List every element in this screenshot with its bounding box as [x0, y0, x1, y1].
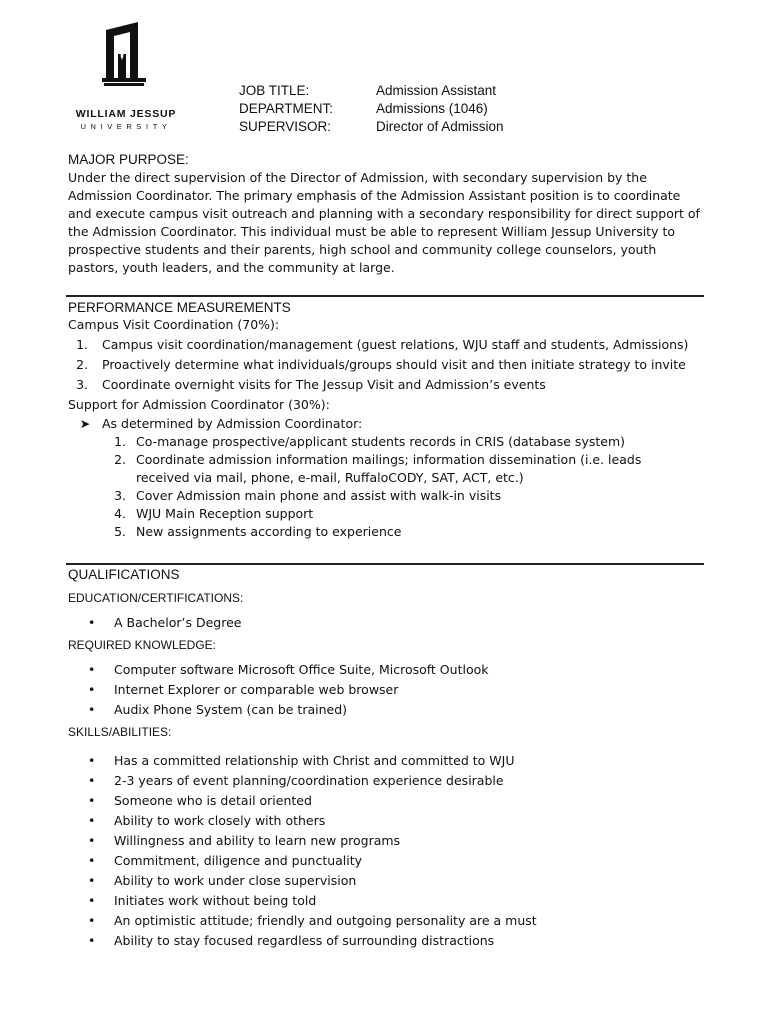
department-value: Admissions (1046)	[376, 101, 488, 116]
purpose-line: Under the direct supervision of the Director of Admission, with secondary supervision by the	[68, 170, 647, 185]
support-list	[68, 433, 704, 541]
education-heading: EDUCATION/CERTIFICATIONS:	[68, 591, 244, 605]
university-logo	[66, 20, 186, 131]
department-label: DEPARTMENT:	[239, 101, 334, 116]
support-heading: Support for Admission Coordinator (30%):	[68, 397, 330, 412]
qualifications-heading: QUALIFICATIONS	[68, 567, 180, 582]
knowledge-item: • Audix Phone System (can be trained)	[68, 700, 704, 720]
support-item: 5. New assignments according to experience	[114, 524, 402, 539]
bullet-icon: •	[88, 933, 96, 948]
arrow-bullet-icon: ➤	[79, 416, 91, 431]
skill-item: • Willingness and ability to learn new programs	[68, 831, 704, 851]
section-divider	[66, 563, 704, 565]
support-item: 2. Coordinate admission information mailings; information dissemination (i.e. leads received via mail, phone, e-mail, RuffaloCODY, SAT, ACT, etc.)	[114, 452, 642, 485]
bullet-icon: •	[88, 682, 96, 697]
major-purpose-heading: MAJOR PURPOSE:	[68, 152, 189, 167]
education-item: • A Bachelor’s Degree	[68, 613, 704, 633]
bullet-icon: •	[88, 913, 96, 928]
bullet-icon: •	[88, 893, 96, 908]
skill-item: • Ability to work under close supervision	[68, 871, 704, 891]
supervisor-label: SUPERVISOR:	[239, 119, 332, 134]
purpose-line: the Admission Coordinator. This individual must be able to represent William Jessup University to	[68, 224, 675, 239]
skill-item: • 2-3 years of event planning/coordination experience desirable	[68, 771, 704, 791]
knowledge-heading: REQUIRED KNOWLEDGE:	[68, 638, 217, 652]
supervisor-value: Director of Admission	[376, 119, 504, 134]
section-divider	[66, 295, 704, 297]
purpose-line: prospective students and their parents, high school and community college counselors, youth	[68, 242, 657, 257]
skill-item: • Commitment, diligence and punctuality	[68, 851, 704, 871]
skill-item: • Someone who is detail oriented	[68, 791, 704, 811]
job-info	[239, 82, 504, 136]
skill-item: • Ability to stay focused regardless of surrounding distractions	[68, 931, 704, 951]
skill-item: • Initiates work without being told	[68, 891, 704, 911]
purpose-line: pastors, youth leaders, and the community at large.	[68, 260, 395, 275]
job-title-value: Admission Assistant	[376, 83, 497, 98]
bullet-icon: •	[88, 793, 96, 808]
bullet-icon: •	[88, 753, 96, 768]
campus-visit-heading: Campus Visit Coordination (70%):	[68, 317, 280, 332]
job-title-label: JOB TITLE:	[239, 83, 310, 98]
performance-section	[68, 300, 704, 541]
bullet-icon: •	[88, 833, 96, 848]
purpose-line: Admission Coordinator. The primary emphasis of the Admission Assistant position is to coordinate	[68, 188, 681, 203]
support-item: 1. Co-manage prospective/applicant students records in CRIS (database system)	[114, 434, 626, 449]
purpose-line: and execute campus visit outreach and planning with a secondary responsibility for direct support of	[68, 206, 700, 221]
major-purpose-section	[68, 152, 704, 277]
knowledge-item: • Internet Explorer or comparable web browser	[68, 680, 704, 700]
support-item: 3. Cover Admission main phone and assist with walk-in visits	[114, 488, 502, 503]
bullet-icon: •	[88, 813, 96, 828]
major-purpose-text	[68, 169, 704, 277]
arrow-item: ➤ As determined by Admission Coordinator:	[68, 415, 704, 433]
campus-item: 2. Proactively determine what individuals/groups should visit and then initiate strategy to invite	[76, 357, 686, 372]
performance-heading: PERFORMANCE MEASUREMENTS	[68, 300, 291, 315]
knowledge-item: • Computer software Microsoft Office Suite, Microsoft Outlook	[68, 660, 704, 680]
logo-mark-icon	[102, 20, 150, 88]
support-item: 4. WJU Main Reception support	[114, 506, 314, 521]
logo-subtitle: UNIVERSITY	[80, 122, 172, 131]
skill-item: • An optimistic attitude; friendly and outgoing personality are a must	[68, 911, 704, 931]
bullet-icon: •	[88, 702, 96, 717]
bullet-icon: •	[88, 873, 96, 888]
bullet-icon: •	[88, 662, 96, 677]
bullet-icon: •	[88, 615, 96, 630]
bullet-icon: •	[88, 773, 96, 788]
qualifications-section	[68, 567, 704, 951]
skill-item: • Ability to work closely with others	[68, 811, 704, 831]
skill-item: • Has a committed relationship with Christ and committed to WJU	[68, 751, 704, 771]
bullet-icon: •	[88, 853, 96, 868]
skills-heading: SKILLS/ABILITIES:	[68, 725, 172, 739]
campus-item: 3. Coordinate overnight visits for The Jessup Visit and Admission’s events	[76, 377, 546, 392]
campus-item: 1. Campus visit coordination/management (guest relations, WJU staff and students, Admissions)	[76, 337, 689, 352]
logo-name: WILLIAM JESSUP	[75, 108, 177, 120]
